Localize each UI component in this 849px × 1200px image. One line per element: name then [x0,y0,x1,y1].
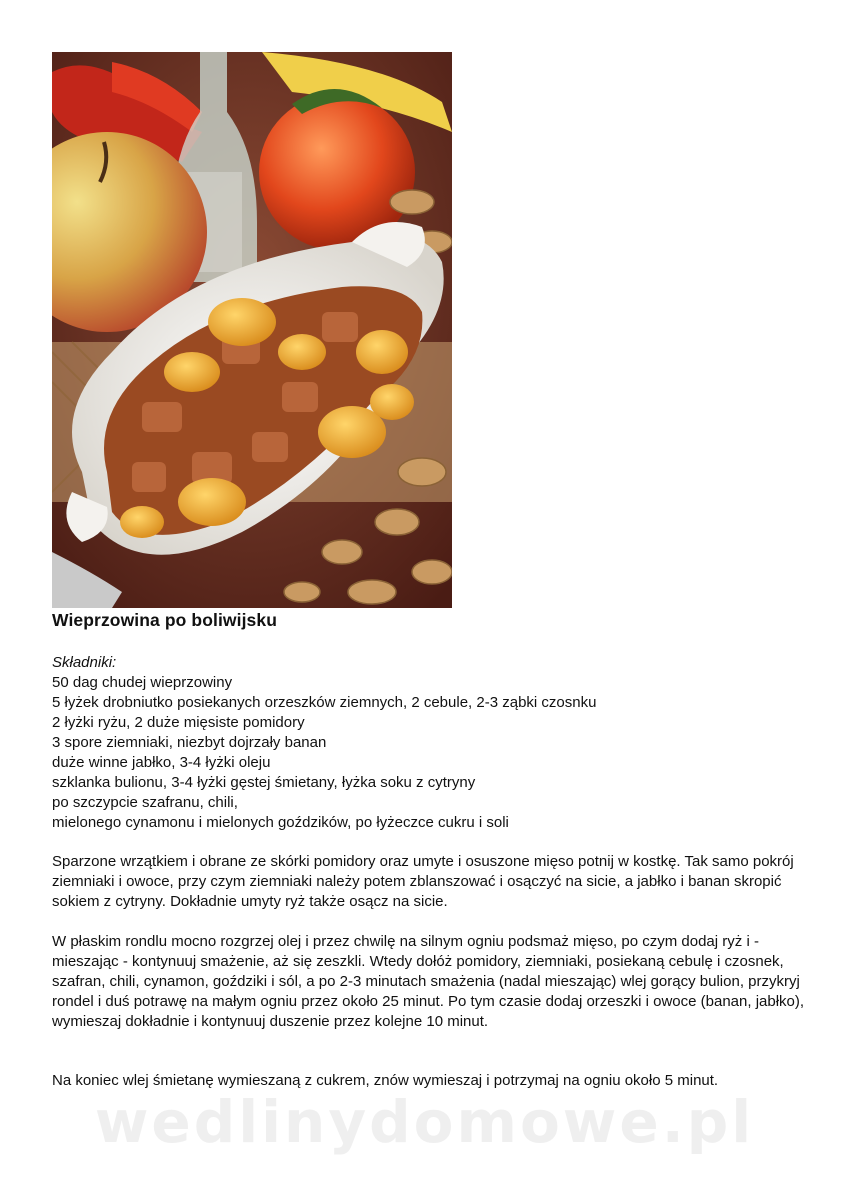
ingredients-list [52,673,596,833]
ingredient-item: duże winne jabłko, 3-4 łyżki oleju [52,754,271,771]
ingredient-item: 5 łyżek drobniutko posiekanych orzeszków ziemnych, 2 cebule, 2-3 ząbki czosnku [52,694,597,711]
ingredient-item: mielonego cynamonu i mielonych goździków, po łyżeczce cukru i soli [52,814,509,831]
step-paragraph: W płaskim rondlu mocno rozgrzej olej i przez chwilę na silnym ogniu podsmaż mięso, po czym dodaj ryż i - mieszając - kontynuuj smażenie, aż się zeszkli. Wtedy dołóż pomidory, ziemniaki, posiekaną cebulę i czosnek, szafran, chili, cynamon, goździki i sól, a po 2-3 minutach smażenia (nadal mieszając) wlej gorący bulion, przykryj rondel i duś potrawę na małym ogniu przez około 25 minut. Po tym czasie dodaj orzeszki i owoce (banan, jabłko), wymieszaj dokładnie i kontynuuj duszenie przez kolejne 10 minut. [52,933,805,1030]
step-paragraph: Sparzone wrzątkiem i obrane ze skórki pomidory oraz umyte i osuszone mięso potnij w kostkę. Tak samo pokrój ziemniaki i owoce, przy czym ziemniaki należy potem zblanszować i osączyć na sicie, a jabłko i banan skropić sokiem z cytryny. Dokładnie umyty ryż także osącz na sicie. [52,853,794,910]
watermark: wedlinydomowe.pl [94,1088,755,1156]
ingredient-item: po szczypcie szafranu, chili, [52,794,238,811]
ingredient-item: 50 dag chudej wieprzowiny [52,674,233,691]
dish-photo [52,52,452,608]
ingredient-item: szklanka bulionu, 3-4 łyżki gęstej śmietany, łyżka soku z cytryny [52,774,476,791]
recipe-title: Wieprzowina po boliwijsku [52,610,277,630]
ingredients-heading: Składniki: [52,654,117,671]
ingredient-item: 2 łyżki ryżu, 2 duże mięsiste pomidory [52,714,305,731]
step-paragraph: Na koniec wlej śmietanę wymieszaną z cukrem, znów wymieszaj i potrzymaj na ogniu około 5 minut. [52,1072,719,1089]
ingredient-item: 3 spore ziemniaki, niezbyt dojrzały banan [52,734,327,751]
